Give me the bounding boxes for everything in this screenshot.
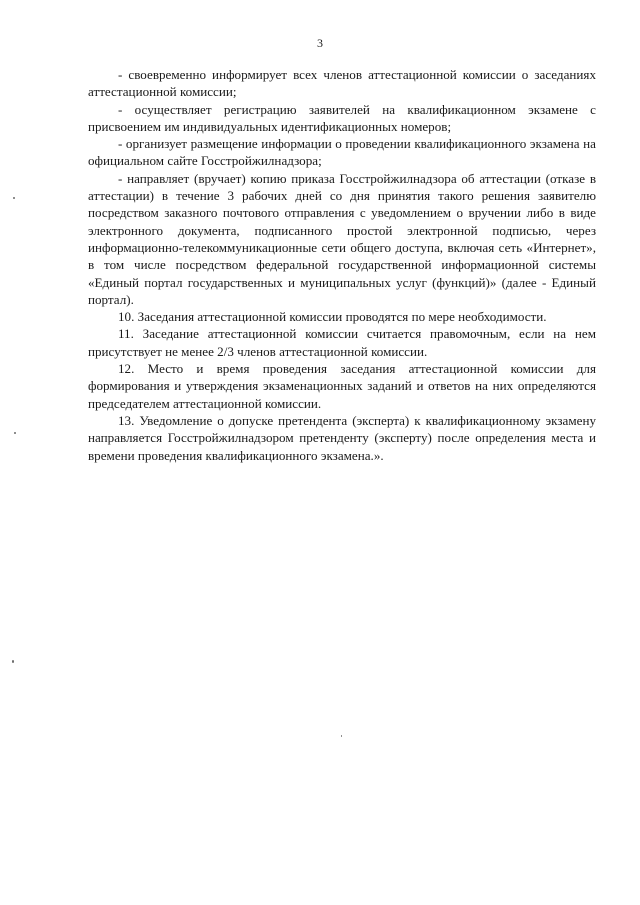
paragraph-item-10: 10. Заседания аттестационной комиссии проводятся по мере необходимости. (118, 309, 547, 325)
scan-artifact-dot (14, 432, 16, 434)
paragraph-send-order-copy: - направляет (вручает) копию приказа Госстройжилнадзора об аттестации (отказе в аттестации) в течение 3 рабочих дней со дня принятия такого решения заявителю посредством заказного почтового отправления с уведомлением о вручении либо в виде электронного документа, подписанного простой электронной подписью, через информационно-телекоммуникационные сети общего доступа, включая сеть «Интернет», в том числе посредством федеральной государственной информационной системы «Единый портал государственных и муниципальных услуг (функций)» (далее - Единый портал). (88, 170, 596, 307)
paragraph-publish-info: - организует размещение информации о проведении квалификационного экзамена на официальном сайте Госстройжилнадзора; (88, 136, 596, 169)
paragraph-item-13: 13. Уведомление о допуске претендента (эксперта) к квалификационному экзамену направляется Госстройжилнадзором претенденту (эксперту) после определения места и времени проведения квалификационного экзамена.». (88, 412, 596, 463)
paragraph-inform-members: - своевременно информирует всех членов аттестационной комиссии о заседаниях аттестационной комиссии; (88, 67, 596, 100)
paragraph-item-12: 12. Место и время проведения заседания аттестационной комиссии для формирования и утверждения экзаменационных заданий и ответов на них определяются председателем аттестационной комиссии. (88, 361, 596, 411)
scan-artifact-dot (341, 735, 342, 737)
paragraph-register-applicants: - осуществляет регистрацию заявителей на квалификационном экзамене с присвоением им индивидуальных идентификационных номеров; (88, 101, 596, 134)
page-number: 3 (317, 36, 323, 50)
scan-artifact-dot (12, 660, 14, 663)
paragraph-item-11: 11. Заседание аттестационной комиссии считается правомочным, если на нем присутствует не менее 2/3 членов аттестационной комиссии. (88, 326, 596, 359)
document-body (88, 66, 596, 464)
scan-artifact-dot (13, 197, 15, 199)
